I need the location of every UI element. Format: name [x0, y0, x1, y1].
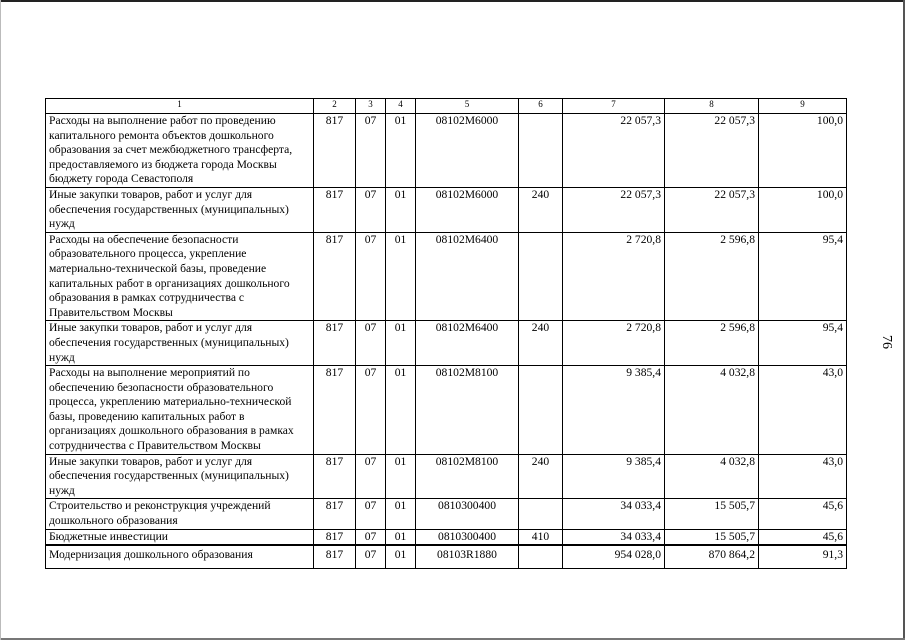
header-cell: 1 — [46, 99, 314, 114]
header-cell: 4 — [386, 99, 416, 114]
row-planned: 34 033,4 — [563, 529, 665, 545]
row-target-code: 08103R1880 — [416, 545, 519, 568]
row-name: Иные закупки товаров, работ и услуг для обеспечения государственных (муниципальных) нужд — [46, 187, 314, 232]
row-section: 07 — [356, 187, 386, 232]
row-target-code: 08102М8100 — [416, 366, 519, 455]
table-row — [46, 366, 847, 455]
header-cell: 8 — [665, 99, 759, 114]
page-number: 76 — [879, 335, 894, 349]
row-grbs: 817 — [314, 545, 356, 568]
row-percent: 45,6 — [759, 529, 847, 545]
row-section: 07 — [356, 499, 386, 529]
row-grbs: 817 — [314, 321, 356, 366]
scan-edge-top — [0, 0, 905, 2]
row-percent: 95,4 — [759, 232, 847, 321]
row-target-code: 0810300400 — [416, 499, 519, 529]
row-expense-type — [519, 366, 563, 455]
row-section: 07 — [356, 232, 386, 321]
row-planned: 34 033,4 — [563, 499, 665, 529]
row-subsection: 01 — [386, 321, 416, 366]
row-target-code: 08102М6000 — [416, 114, 519, 188]
row-planned: 22 057,3 — [563, 114, 665, 188]
row-percent: 45,6 — [759, 499, 847, 529]
row-grbs: 817 — [314, 454, 356, 499]
row-section: 07 — [356, 454, 386, 499]
table-row — [46, 187, 847, 232]
row-target-code: 08102М6000 — [416, 187, 519, 232]
header-cell: 7 — [563, 99, 665, 114]
row-executed: 22 057,3 — [665, 114, 759, 188]
row-section: 07 — [356, 114, 386, 188]
row-executed: 4 032,8 — [665, 366, 759, 455]
row-name: Иные закупки товаров, работ и услуг для обеспечения государственных (муниципальных) нужд — [46, 321, 314, 366]
row-target-code: 08102М6400 — [416, 232, 519, 321]
header-cell: 5 — [416, 99, 519, 114]
row-subsection: 01 — [386, 232, 416, 321]
row-target-code: 0810300400 — [416, 529, 519, 545]
row-percent: 100,0 — [759, 187, 847, 232]
row-planned: 9 385,4 — [563, 366, 665, 455]
header-cell: 9 — [759, 99, 847, 114]
header-cell: 2 — [314, 99, 356, 114]
row-executed: 2 596,8 — [665, 232, 759, 321]
row-planned: 22 057,3 — [563, 187, 665, 232]
row-grbs: 817 — [314, 187, 356, 232]
row-name: Расходы на выполнение работ по проведению капитального ремонта объектов дошкольного образования за счет межбюджетного трансферта, предоставляемого из бюджета города Москвы бюджету города Севастополя — [46, 114, 314, 188]
row-section: 07 — [356, 529, 386, 545]
table-row — [46, 499, 847, 529]
row-subsection: 01 — [386, 499, 416, 529]
row-subsection: 01 — [386, 366, 416, 455]
row-grbs: 817 — [314, 529, 356, 545]
row-executed: 15 505,7 — [665, 499, 759, 529]
row-expense-type — [519, 114, 563, 188]
row-percent: 91,3 — [759, 545, 847, 568]
row-name: Модернизация дошкольного образования — [46, 545, 314, 568]
row-section: 07 — [356, 545, 386, 568]
scan-edge-left — [0, 0, 1, 640]
table-row — [46, 529, 847, 545]
row-expense-type — [519, 545, 563, 568]
table-row — [46, 232, 847, 321]
row-name: Бюджетные инвестиции — [46, 529, 314, 545]
row-expense-type: 240 — [519, 187, 563, 232]
table-row — [46, 114, 847, 188]
row-executed: 4 032,8 — [665, 454, 759, 499]
row-subsection: 01 — [386, 454, 416, 499]
row-subsection: 01 — [386, 114, 416, 188]
row-grbs: 817 — [314, 114, 356, 188]
row-section: 07 — [356, 366, 386, 455]
row-name: Иные закупки товаров, работ и услуг для обеспечения государственных (муниципальных) нужд — [46, 454, 314, 499]
row-grbs: 817 — [314, 232, 356, 321]
table-row — [46, 321, 847, 366]
row-planned: 954 028,0 — [563, 545, 665, 568]
row-name: Расходы на обеспечение безопасности образовательного процесса, укрепление материально-технической базы, проведение капитальных работ в организациях дошкольного образования в рамках сотрудничества с Правительством Москвы — [46, 232, 314, 321]
row-name: Строительство и реконструкция учреждений дошкольного образования — [46, 499, 314, 529]
row-executed: 2 596,8 — [665, 321, 759, 366]
row-subsection: 01 — [386, 545, 416, 568]
row-percent: 43,0 — [759, 366, 847, 455]
row-percent: 100,0 — [759, 114, 847, 188]
row-percent: 95,4 — [759, 321, 847, 366]
row-executed: 15 505,7 — [665, 529, 759, 545]
header-cell: 3 — [356, 99, 386, 114]
table-row — [46, 454, 847, 499]
row-percent: 43,0 — [759, 454, 847, 499]
row-planned: 9 385,4 — [563, 454, 665, 499]
row-expense-type: 240 — [519, 454, 563, 499]
header-cell: 6 — [519, 99, 563, 114]
row-subsection: 01 — [386, 529, 416, 545]
row-target-code: 08102М8100 — [416, 454, 519, 499]
row-executed: 870 864,2 — [665, 545, 759, 568]
row-grbs: 817 — [314, 366, 356, 455]
row-target-code: 08102М6400 — [416, 321, 519, 366]
table-row — [46, 545, 847, 568]
row-expense-type: 240 — [519, 321, 563, 366]
row-expense-type — [519, 499, 563, 529]
budget-table — [45, 98, 847, 569]
row-grbs: 817 — [314, 499, 356, 529]
row-planned: 2 720,8 — [563, 321, 665, 366]
table-header-row — [46, 99, 847, 114]
row-subsection: 01 — [386, 187, 416, 232]
row-expense-type — [519, 232, 563, 321]
row-expense-type: 410 — [519, 529, 563, 545]
row-name: Расходы на выполнение мероприятий по обеспечению безопасности образовательного процесса, укреплению материально-технической базы, проведению капитальных работ в организациях дошкольного образования в рамках сотрудничества с Правительством Москвы — [46, 366, 314, 455]
row-section: 07 — [356, 321, 386, 366]
row-executed: 22 057,3 — [665, 187, 759, 232]
row-planned: 2 720,8 — [563, 232, 665, 321]
